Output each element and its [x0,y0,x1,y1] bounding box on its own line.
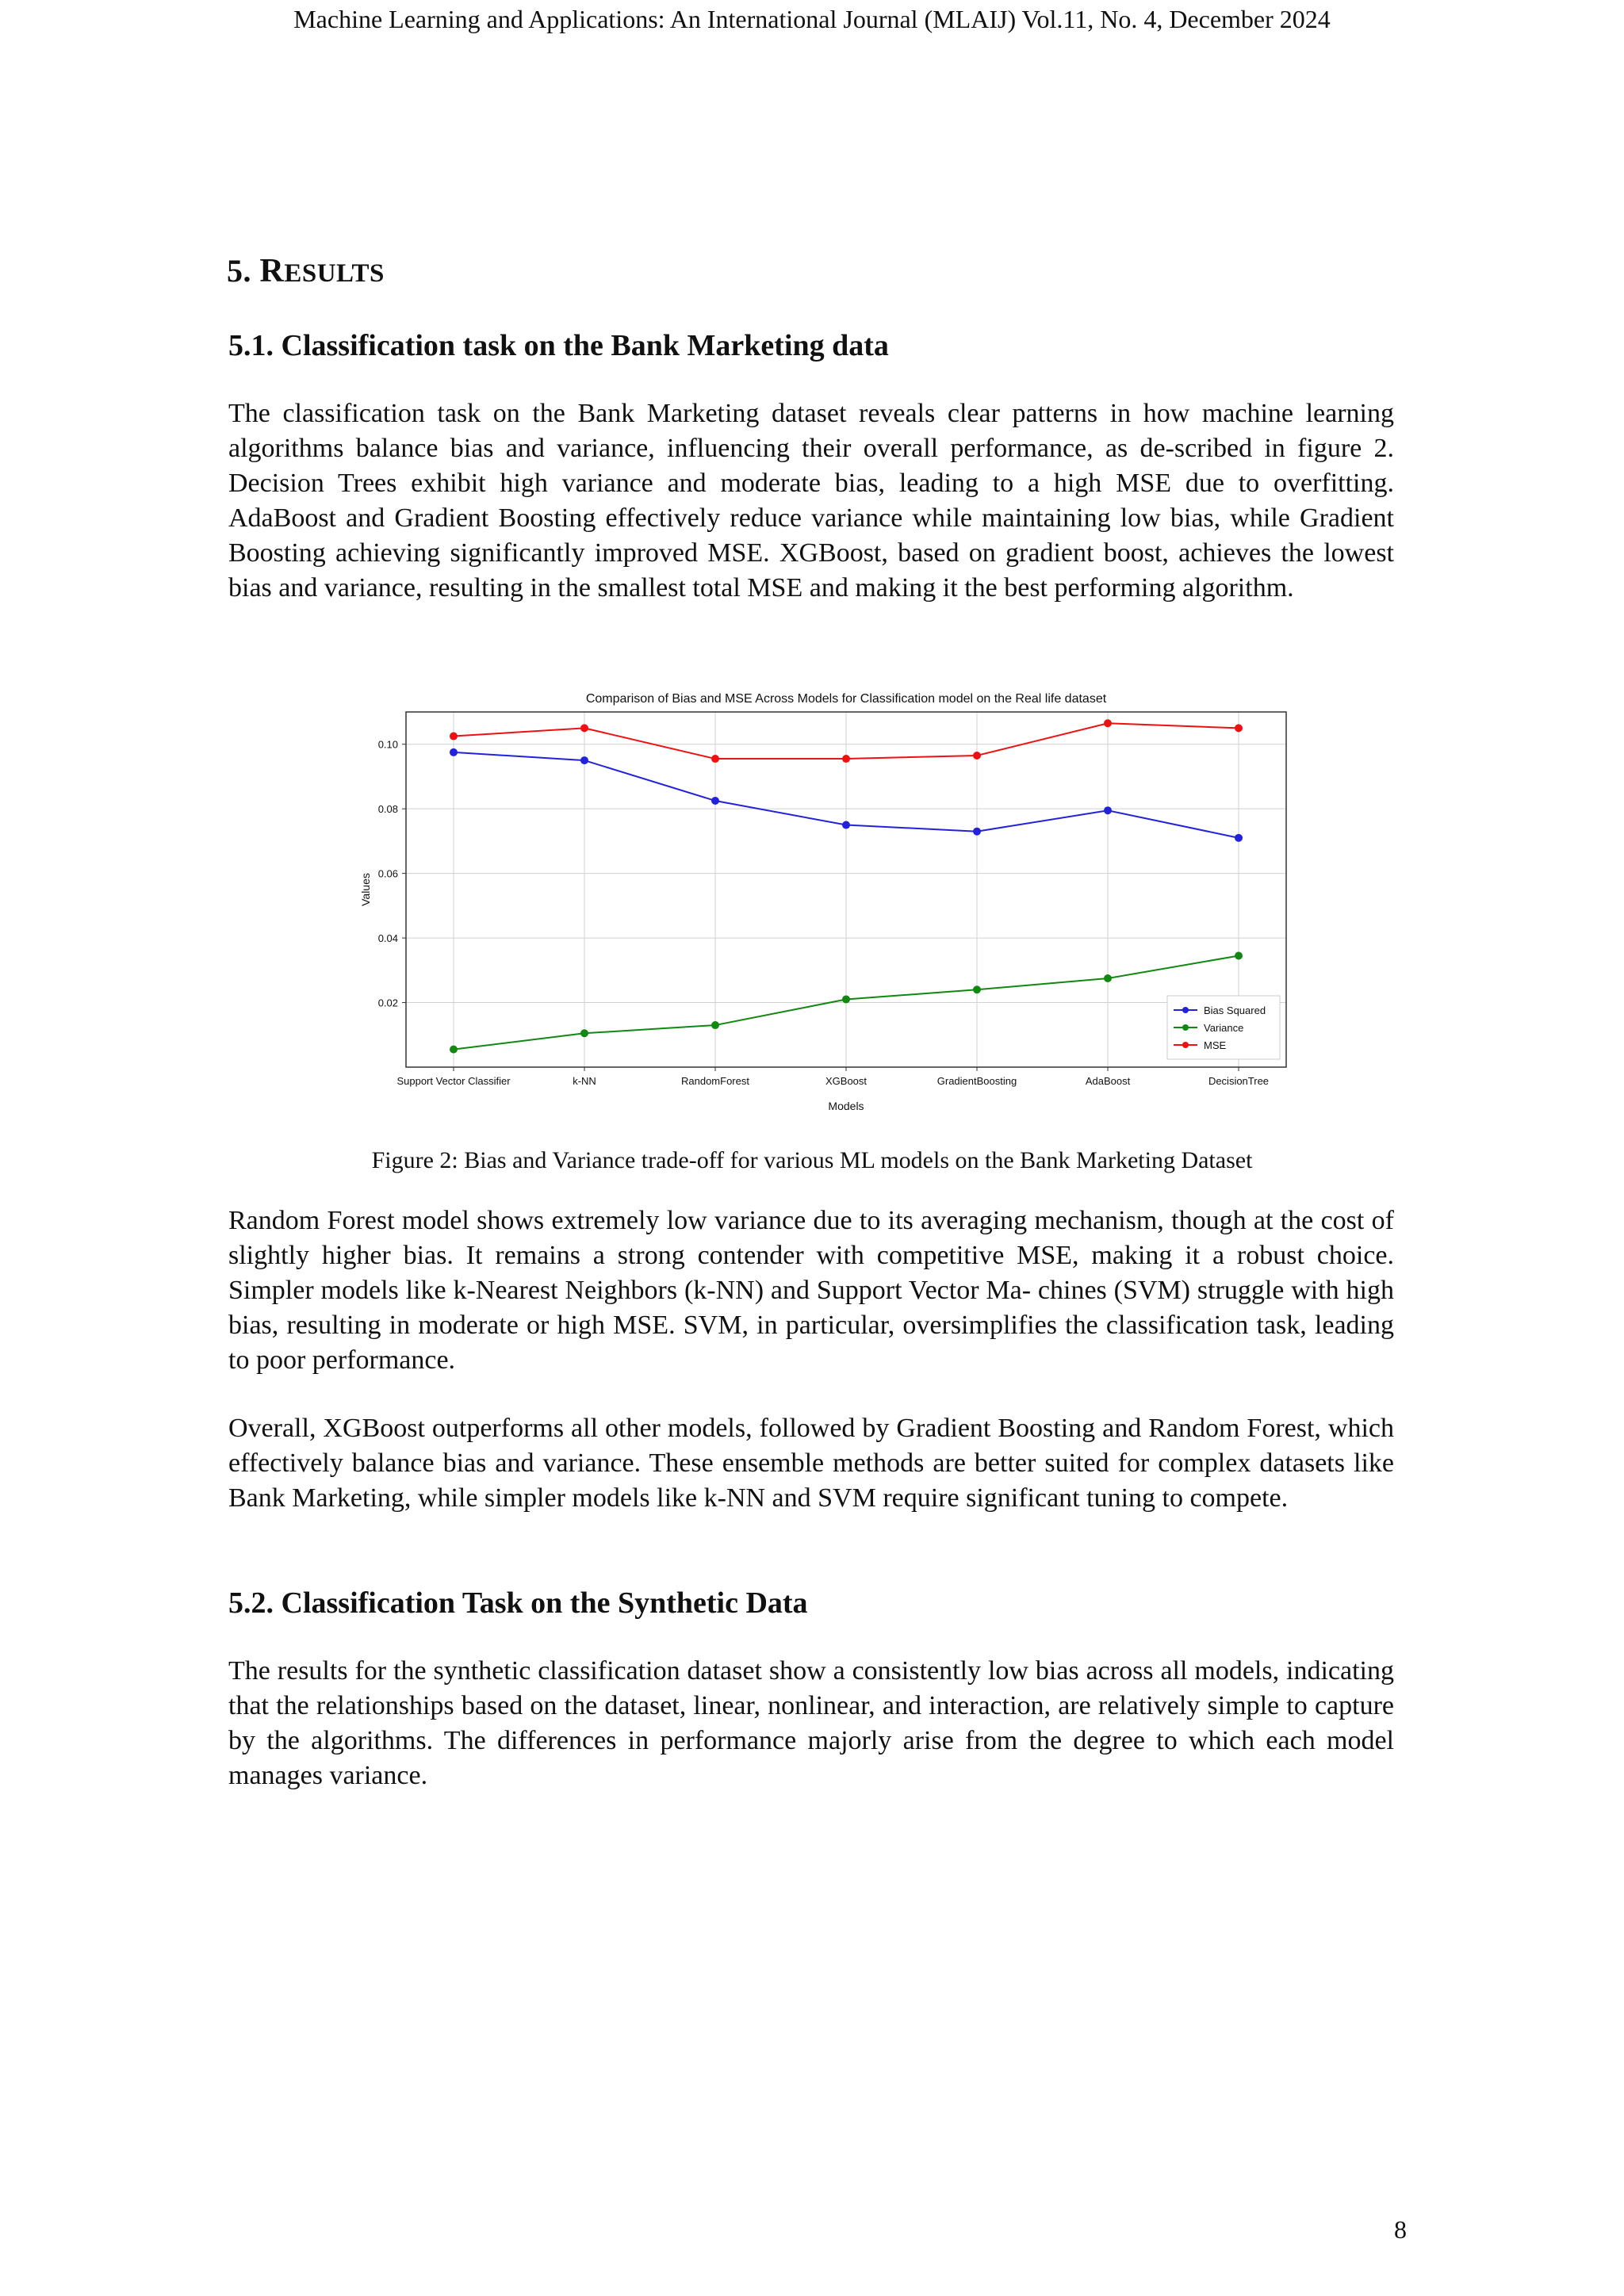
bias-variance-chart [355,687,1291,1115]
data-point-variance [711,1021,719,1029]
x-tick-label: RandomForest [681,1075,749,1087]
x-tick-label: AdaBoost [1085,1075,1131,1087]
figure-caption: Figure 2: Bias and Variance trade-off for various ML models on the Bank Marketing Dataset [371,1147,1253,1173]
legend-label: Variance [1204,1022,1244,1034]
section-heading [227,252,385,290]
paragraph-2: Random Forest model shows extremely low variance due to its averaging mechanism, though at the cost of slightly higher bias. It remains a strong contender with competitive MSE, making it a robust choice. Simpler models like k-Nearest Neighbors (k-NN) and Support Vector Ma- chines (SVM) struggle with high bias, resulting in moderate or high MSE. SVM, in particular, oversimplifies the classification task, leading to poor performance. [228,1206,1394,1375]
y-tick-label: 0.04 [377,932,398,945]
data-point-bias-squared [450,748,458,756]
data-point-mse [580,724,588,732]
data-point-bias-squared [1104,806,1112,814]
paragraph-4: The results for the synthetic classification dataset show a consistently low bias across all models, indicating that the relationships based on the dataset, linear, nonlinear, and interaction, are relatively simple to capture by the algorithms. The differences in performance majorly arise from the degree to which each model manages variance. [228,1656,1394,1790]
y-tick-label: 0.10 [377,738,398,751]
data-point-mse [711,755,719,763]
y-tick-label: 0.06 [377,867,398,880]
x-tick-label: XGBoost [825,1075,868,1087]
paragraph-1: The classification task on the Bank Marketing dataset reveals clear patterns in how machine learning algorithms balance bias and variance, influencing their overall performance, as de-scribed in figure 2. Decision Trees exhibit high variance and moderate bias, leading to a high MSE due to overfitting. AdaBoost and Gradient Boosting effectively reduce variance while maintaining low bias, while Gradient Boosting achieving significantly improved MSE. XGBoost, based on gradient boost, achieves the lowest bias and variance, resulting in the smallest total MSE and making it the best performing algorithm. [228,399,1394,603]
data-point-mse [842,755,850,763]
legend-label: Bias Squared [1204,1004,1266,1016]
x-axis-ticks [396,1067,1269,1087]
data-point-bias-squared [580,756,588,764]
section-number: 5. [227,253,251,289]
data-point-variance [1104,974,1112,982]
data-point-mse [1104,719,1112,727]
section-title-initial: R [259,253,285,289]
data-point-bias-squared [1235,834,1243,842]
data-point-variance [450,1046,458,1054]
subsection-1-title: 5.1. Classification task on the Bank Marketing data [228,329,889,362]
data-point-mse [973,752,981,760]
y-axis-ticks [378,739,406,1009]
section-title-rest: ESULTS [284,259,385,288]
chart-x-axis-label: Models [828,1100,864,1112]
data-point-mse [1235,724,1243,732]
legend-swatch-marker [1182,1007,1189,1013]
y-tick-label: 0.08 [377,803,398,816]
chart-title: Comparison of Bias and MSE Across Models for Classification model on the Real life dataset [585,692,1107,706]
running-header: Machine Learning and Applications: An International Journal (MLAIJ) Vol.11, No. 4, December 2024 [293,5,1331,33]
x-tick-label: DecisionTree [1208,1075,1270,1087]
data-point-variance [973,985,981,993]
data-point-bias-squared [842,821,850,829]
data-point-variance [842,995,850,1003]
data-point-variance [1235,951,1243,959]
paragraph-3: Overall, XGBoost outperforms all other models, followed by Gradient Boosting and Random Forest, which effectively balance bias and variance. These ensemble methods are better suited for complex datasets like Bank Marketing, while simpler models like k-NN and SVM require significant tuning to compete. [228,1414,1394,1513]
y-tick-label: 0.02 [377,997,398,1009]
chart-grid [406,712,1286,1067]
data-point-bias-squared [711,797,719,805]
data-point-mse [450,733,458,740]
chart-y-axis-label: Values [359,873,372,906]
x-tick-label: k-NN [573,1075,596,1087]
legend-label: MSE [1204,1039,1227,1051]
page-number: 8 [1394,2215,1407,2244]
x-tick-label: Support Vector Classifier [396,1075,511,1087]
chart-legend [1167,996,1280,1059]
legend-swatch-marker [1182,1024,1189,1031]
data-point-bias-squared [973,828,981,836]
subsection-2-title: 5.2. Classification Task on the Synthetic Data [228,1586,808,1620]
data-point-variance [580,1029,588,1037]
x-tick-label: GradientBoosting [936,1075,1017,1087]
legend-swatch-marker [1182,1042,1189,1048]
